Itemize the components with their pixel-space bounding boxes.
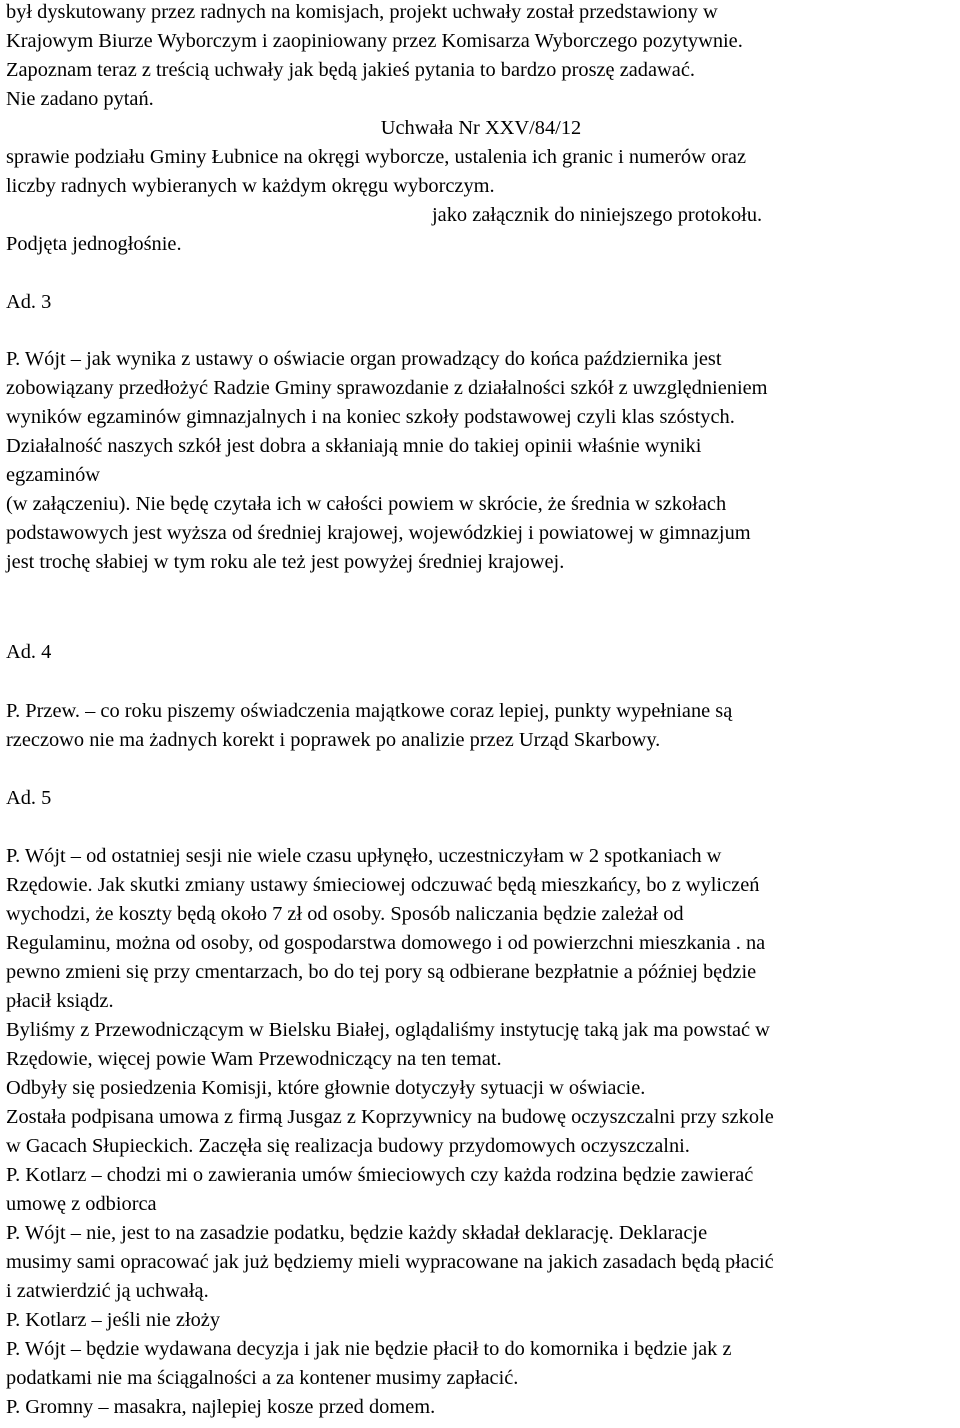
text-line: podstawowych jest wyższa od średniej krajowej, wojewódzkiej i powiatowej w gimnazjum: [6, 522, 751, 544]
text-line: Ad. 4: [6, 641, 52, 663]
text-line: Zapoznam teraz z treścią uchwały jak będą jakieś pytania to bardzo proszę zadawać.: [6, 59, 695, 81]
text-line: Uchwała Nr XXV/84/12: [380, 117, 582, 139]
text-line: liczby radnych wybieranych w każdym okręgu wyborczym.: [6, 175, 495, 197]
text-line: P. Przew. – co roku piszemy oświadczenia majątkowe coraz lepiej, punkty wypełniane są: [6, 700, 733, 722]
text-line: sprawie podziału Gminy Łubnice na okręgi wyborcze, ustalenia ich granic i numerów oraz: [6, 146, 747, 168]
text-line: Krajowym Biurze Wyborczym i zaopiniowany przez Komisarza Wyborczego pozytywnie.: [6, 30, 743, 52]
text-line: musimy sami opracować jak już będziemy mieli wypracowane na jakich zasadach będą płacić: [6, 1251, 774, 1273]
text-line: Byliśmy z Przewodniczącym w Bielsku Białej, oglądaliśmy instytucję taką jak ma powstać w: [6, 1019, 770, 1041]
text-line: i zatwierdzić ją uchwałą.: [6, 1280, 209, 1302]
text-line: Odbyły się posiedzenia Komisji, które głownie dotyczyły sytuacji w oświacie.: [6, 1077, 646, 1099]
text-line: egzaminów: [6, 464, 100, 486]
text-line: (w załączeniu). Nie będę czytała ich w całości powiem w skrócie, że średnia w szkołach: [6, 493, 727, 515]
text-line: rzeczowo nie ma żadnych korekt i poprawek po analizie przez Urząd Skarbowy.: [6, 729, 661, 751]
text-line: umowę z odbiorca: [6, 1193, 157, 1215]
text-line: Ad. 5: [6, 787, 52, 809]
text-line: Podjęta jednogłośnie.: [6, 233, 182, 255]
text-line: jest trochę słabiej w tym roku ale też jest powyżej średniej krajowej.: [6, 551, 565, 573]
text-line: pewno zmieni się przy cmentarzach, bo do tej pory są odbierane bezpłatnie a później będzie: [6, 961, 757, 983]
text-line: P. Gromny – masakra, najlepiej kosze przed domem.: [6, 1396, 436, 1418]
text-line: płacił ksiądz.: [6, 990, 114, 1012]
text-line: wychodzi, że koszty będą około 7 zł od osoby. Sposób naliczania będzie zależał od: [6, 903, 684, 925]
text-line: Regulaminu, można od osoby, od gospodarstwa domowego i od powierzchni mieszkania . na: [6, 932, 766, 954]
text-line: Działalność naszych szkół jest dobra a skłaniają mnie do takiej opinii właśnie wyniki: [6, 435, 702, 457]
text-line: zobowiązany przedłożyć Radzie Gminy sprawozdanie z działalności szkół z uwzględnieniem: [6, 377, 768, 399]
text-line: P. Kotlarz – chodzi mi o zawierania umów śmieciowych czy każda rodzina będzie zawierać: [6, 1164, 754, 1186]
text-line: Nie zadano pytań.: [6, 88, 154, 110]
text-line: P. Wójt – nie, jest to na zasadzie podatku, będzie każdy składał deklarację. Deklaracje: [6, 1222, 708, 1244]
text-line: Rzędowie. Jak skutki zmiany ustawy śmieciowej odczuwać będą mieszkańcy, bo z wyliczeń: [6, 874, 760, 896]
text-line: w Gacach Słupieckich. Zaczęła się realizacja budowy przydomowych oczyszczalni.: [6, 1135, 690, 1157]
text-line: Ad. 3: [6, 291, 52, 313]
text-line: Rzędowie, więcej powie Wam Przewodniczący na ten temat.: [6, 1048, 502, 1070]
text-line: wyników egzaminów gimnazjalnych i na koniec szkoły podstawowej czyli klas szóstych.: [6, 406, 735, 428]
text-line: był dyskutowany przez radnych na komisjach, projekt uchwały został przedstawiony w: [6, 1, 718, 23]
text-line: podatkami nie ma ściągalności a za kontener musimy zapłacić.: [6, 1367, 519, 1389]
text-line: P. Wójt – od ostatniej sesji nie wiele czasu upłynęło, uczestniczyłam w 2 spotkaniach w: [6, 845, 722, 867]
text-line: P. Wójt – będzie wydawana decyzja i jak nie będzie płacił to do komornika i będzie jak z: [6, 1338, 732, 1360]
text-line: jako załącznik do niniejszego protokołu.: [432, 204, 763, 226]
text-line: P. Kotlarz – jeśli nie złoży: [6, 1309, 221, 1331]
text-line: Została podpisana umowa z firmą Jusgaz z Koprzywnicy na budowę oczyszczalni przy szkole: [6, 1106, 774, 1128]
text-line: P. Wójt – jak wynika z ustawy o oświacie organ prowadzący do końca października jest: [6, 348, 722, 370]
